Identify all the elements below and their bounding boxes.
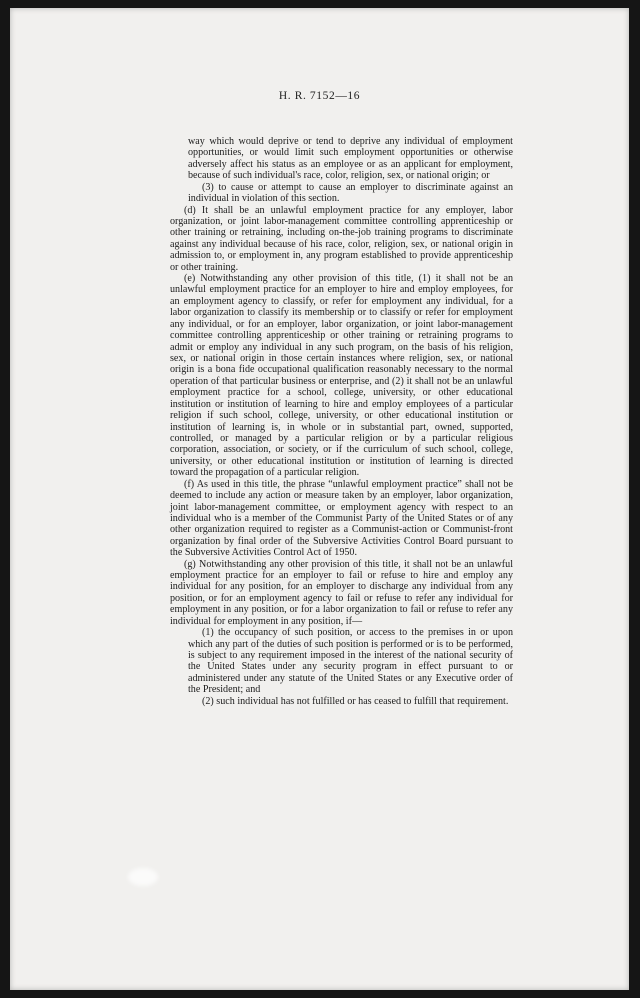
paragraph-e: (e) Notwithstanding any other provision of this title, (1) it shall not be an unlawful employment practice for an employer to hire and employ employees, for an employment agency to classify, or refer for employment any individual, for a labor organization to classify its membership or to classify or refer for employment any individual, or for an employer, labor organization, or joint labor-management committee controlling apprenticeship or other training or retraining programs to admit or employ any individual in any such program, on the basis of his religion, sex, or national origin in those certain instances where religion, sex, or national origin is a bona fide occupational qualification reasonably necessary to the normal operation of that particular business or enterprise, and (2) it shall not be an unlawful employment practice for a school, college, university, or other educational institution or institution of learning to hire and employ employees of a particular religion if such school, college, university, or other educational institution or institution of learning is, in whole or in substantial part, owned, supported, controlled, or managed by a particular religion or by a particular religious corporation, association, or society, or if the curriculum of such school, college, university, or other educational institution or institution of learning is directed toward the propagation of a particular religion. — [170, 273, 513, 479]
paper-smudge — [128, 868, 158, 886]
paragraph-c3: (3) to cause or attempt to cause an employer to discriminate against an individual in violation of this section. — [188, 181, 513, 205]
paragraph-g: (g) Notwithstanding any other provision of this title, it shall not be an unlawful employment practice for an employer to fail or refuse to hire and employ any individual for any position, for an employer to discharge any individual from any position, or for an employment agency to fail or refuse to refer any individual for employment in any position, or for a labor organization to fail or refuse to refer any individual for employment in any position, if— — [170, 558, 513, 627]
paragraph-f: (f) As used in this title, the phrase “unlawful employment practice” shall not be deemed to include any action or measure taken by an employer, labor organization, joint labor-management committee, or employment agency with respect to an individual who is a member of the Communist Party of the United States or of any other organization required to register as a Communist-action or Communist-front organization by final order of the Subversive Activities Control Board pursuant to the Subversive Activities Control Act of 1950. — [170, 478, 513, 559]
document-page — [10, 8, 629, 990]
paragraph-d: (d) It shall be an unlawful employment practice for any employer, labor organization, or joint labor-management committee controlling apprenticeship or other training or retraining, including on-the-job training programs to discriminate against any individual because of his race, color, religion, sex, or national origin in admission to, or employment in, any program established to provide apprenticeship or other training. — [170, 204, 513, 273]
paragraph-g1: (1) the occupancy of such position, or access to the premises in or upon which any part of the duties of such position is performed or is to be performed, is subject to any requirement imposed in the interest of the national security of the United States under any security program in effect pursuant to or administered under any statute of the United States or any Executive order of the President; and — [188, 627, 513, 696]
page-header: H. R. 7152—16 — [278, 90, 361, 102]
bill-text — [170, 136, 513, 707]
paragraph-continuation: way which would deprive or tend to deprive any individual of employment opportunities, or would limit such employment opportunities or otherwise adversely affect his status as an employee or as an applicant for employment, because of such individual's race, color, religion, sex, or national origin; or — [188, 136, 513, 182]
paragraph-g2: (2) such individual has not fulfilled or has ceased to fulfill that requirement. — [202, 695, 509, 707]
